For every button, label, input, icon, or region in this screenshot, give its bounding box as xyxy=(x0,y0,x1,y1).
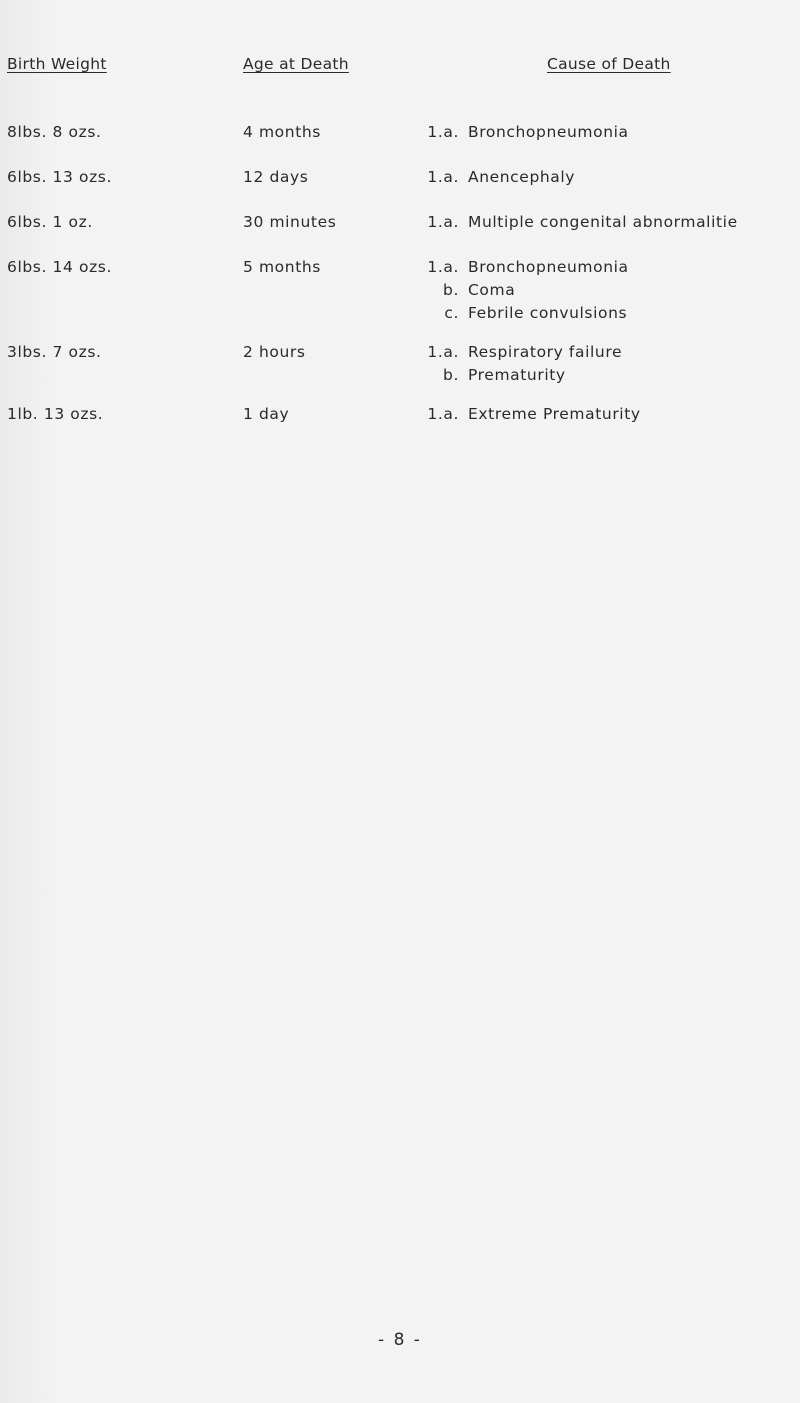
row-6-cause-1-text: Extreme Prematurity xyxy=(468,405,641,423)
row-1-cause-1-num: 1.a. xyxy=(427,123,459,141)
row-6-weight: 1lb. 13 ozs. xyxy=(7,405,104,423)
row-1-age: 4 months xyxy=(243,123,321,141)
row-3-cause-1-text: Multiple congenital abnormalitie xyxy=(468,213,738,231)
row-5-cause-1-num: 1.a. xyxy=(427,343,459,361)
row-4-cause-1-text: Bronchopneumonia xyxy=(468,258,629,276)
row-6-age: 1 day xyxy=(243,405,290,423)
row-4-cause-3-num: c. xyxy=(444,304,459,322)
row-5-cause-2-text: Prematurity xyxy=(468,366,566,384)
row-5-age: 2 hours xyxy=(243,343,306,361)
row-1-weight: 8lbs. 8 ozs. xyxy=(7,123,102,141)
header-birth-weight: Birth Weight xyxy=(7,55,107,73)
row-4-weight: 6lbs. 14 ozs. xyxy=(7,258,113,276)
row-1-cause-1-text: Bronchopneumonia xyxy=(468,123,629,141)
page-number: - 8 - xyxy=(378,1330,422,1350)
row-2-cause-1-num: 1.a. xyxy=(427,168,459,186)
row-4-cause-2-num: b. xyxy=(443,281,459,299)
row-4-cause-3-text: Febrile convulsions xyxy=(468,304,628,322)
row-2-weight: 6lbs. 13 ozs. xyxy=(7,168,113,186)
row-3-age: 30 minutes xyxy=(243,213,337,231)
row-4-cause-1-num: 1.a. xyxy=(427,258,459,276)
row-5-cause-2-num: b. xyxy=(443,366,459,384)
row-5-cause-1-text: Respiratory failure xyxy=(468,343,623,361)
row-2-age: 12 days xyxy=(243,168,309,186)
row-4-age: 5 months xyxy=(243,258,321,276)
row-2-cause-1-text: Anencephaly xyxy=(468,168,576,186)
row-4-cause-2-text: Coma xyxy=(468,281,516,299)
header-age-at-death: Age at Death xyxy=(243,55,349,73)
row-6-cause-1-num: 1.a. xyxy=(427,405,459,423)
row-3-weight: 6lbs. 1 oz. xyxy=(7,213,93,231)
row-5-weight: 3lbs. 7 ozs. xyxy=(7,343,102,361)
header-cause-of-death: Cause of Death xyxy=(547,55,671,73)
row-3-cause-1-num: 1.a. xyxy=(427,213,459,231)
